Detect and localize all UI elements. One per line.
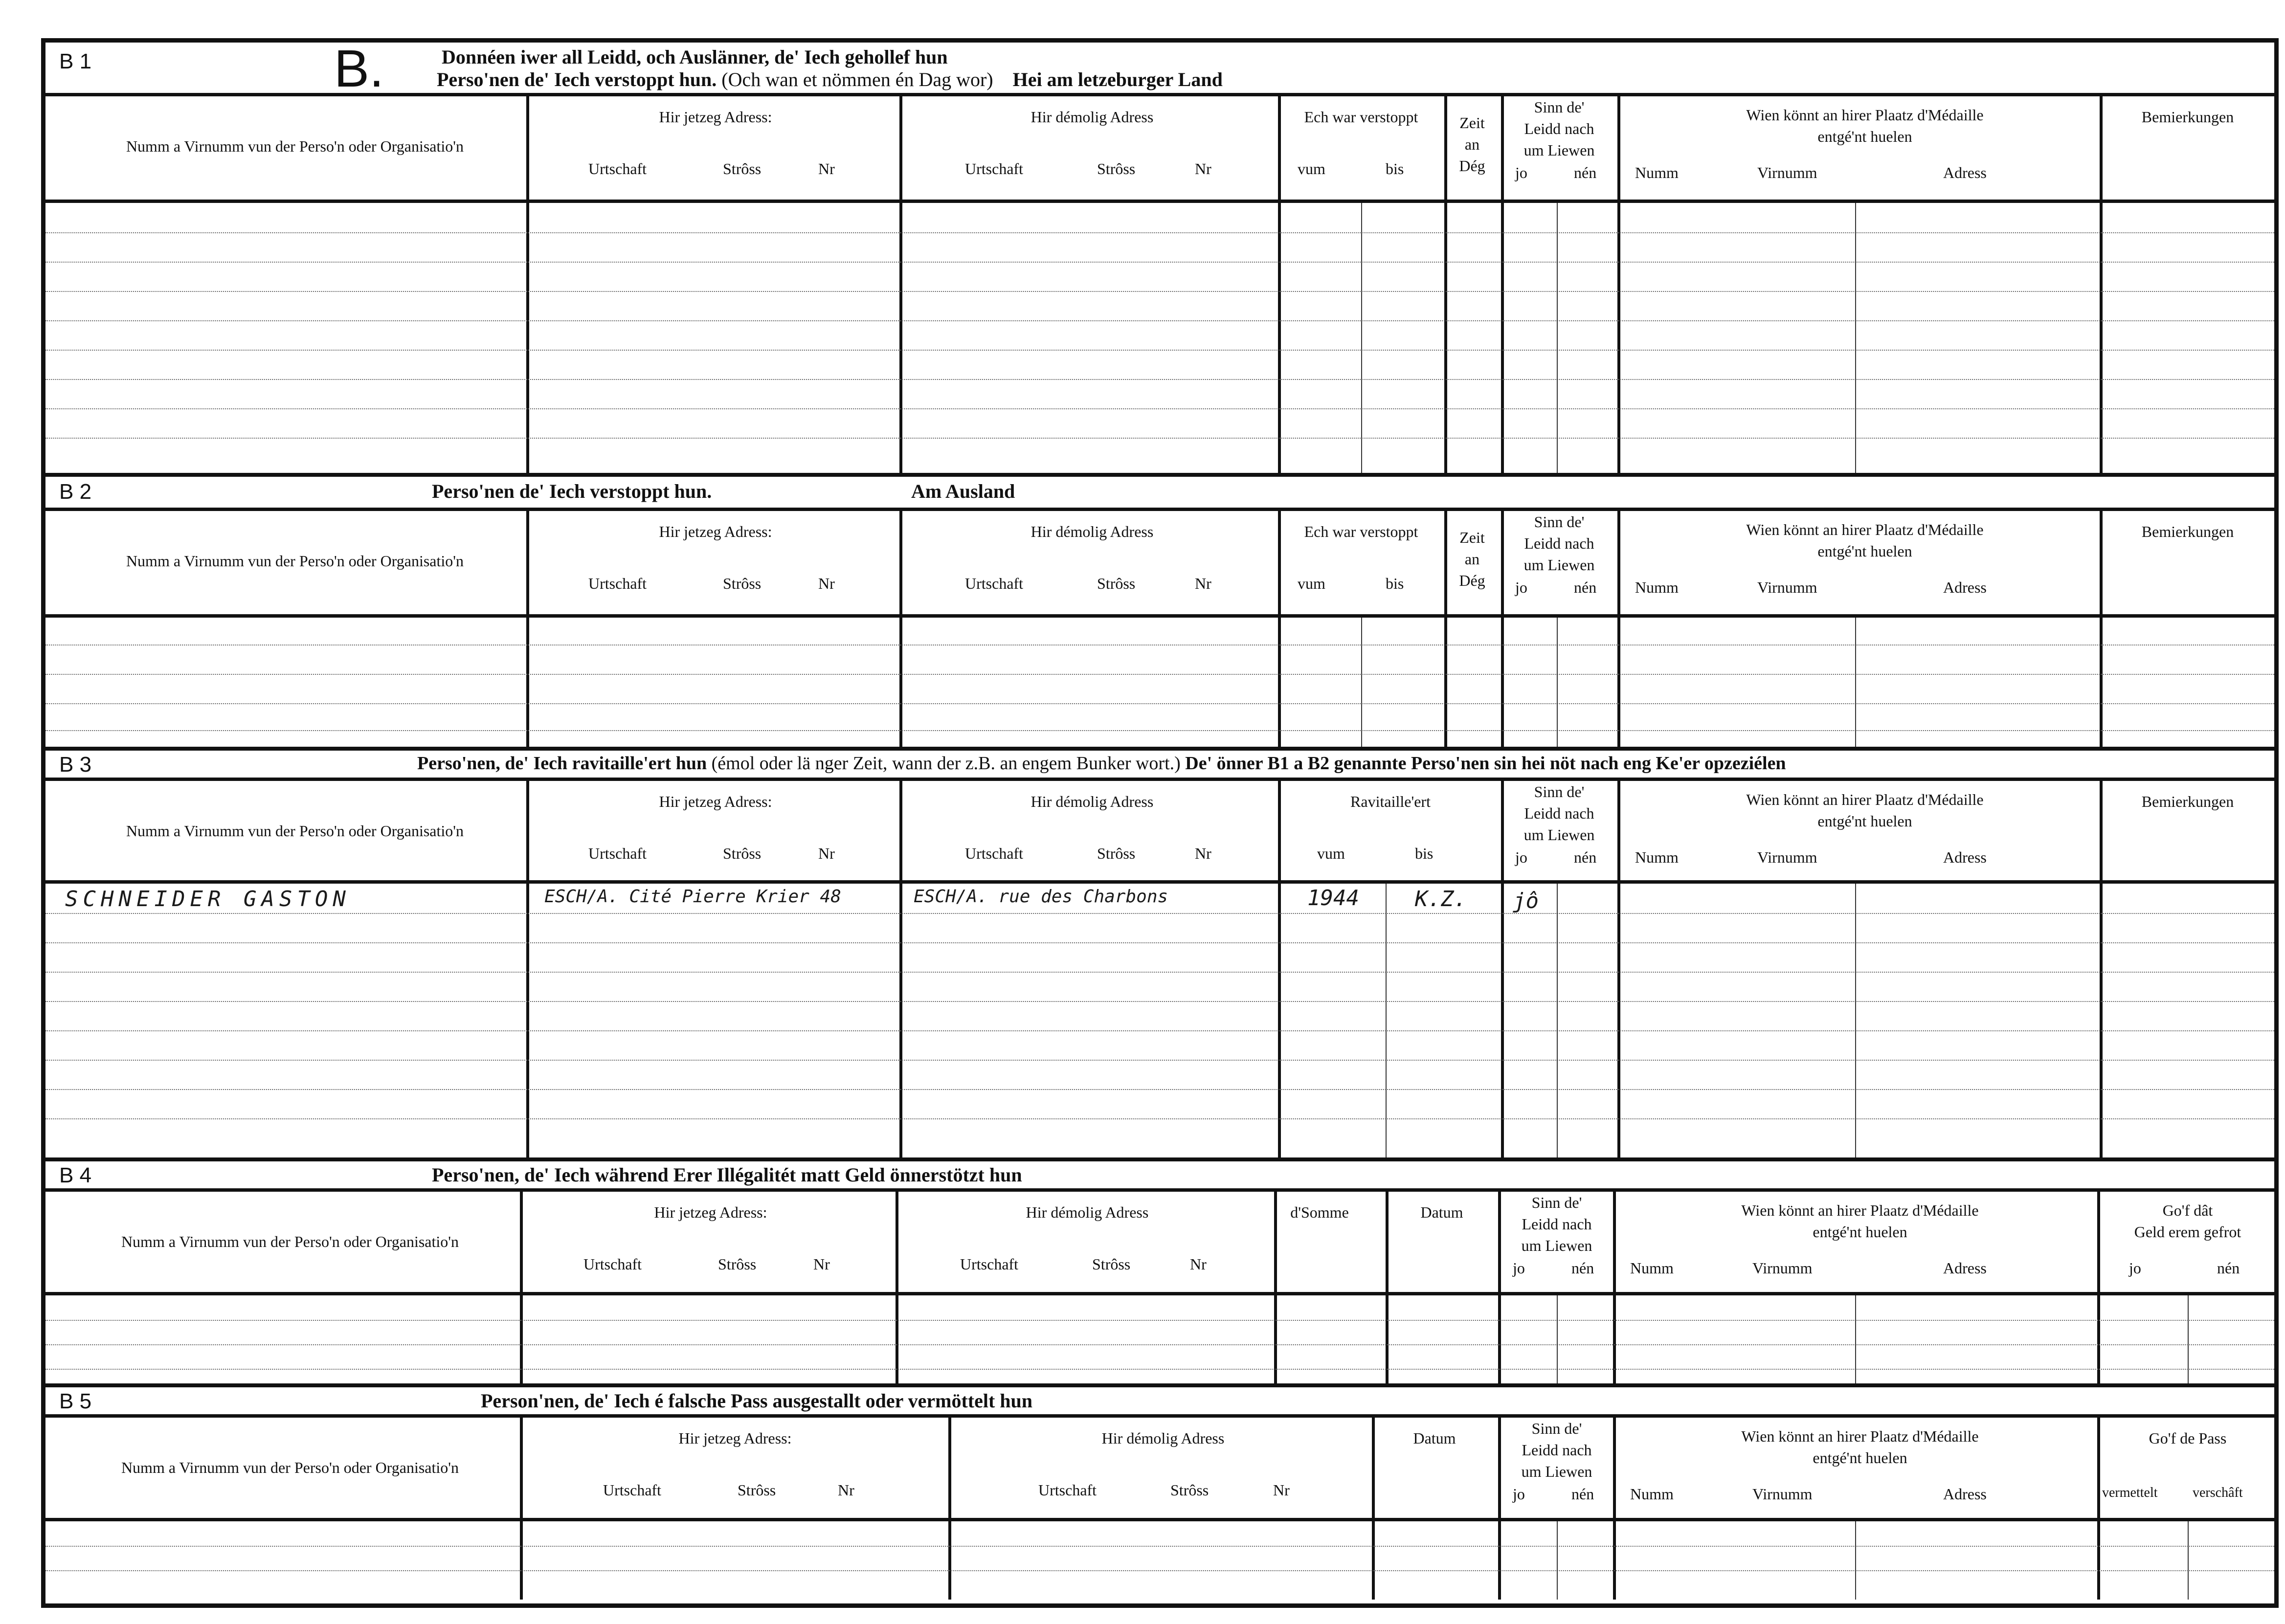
entry-name: SCHNEIDER GASTON — [65, 887, 351, 912]
entry-to: K.Z. — [1415, 887, 1467, 912]
section-place: Am Ausland — [911, 480, 1015, 502]
section-b1 — [45, 39, 2274, 477]
remarks-header: Bemierkungen — [2141, 108, 2234, 126]
column-headers: Numm a Virnumm vun der Perso'n oder Organisatio'n Hir jetzeg Adress: Urtschaft Strôss Nr Hir démolig Adress Urtschaft Strôss Nr Ech war verstoppt vum bis Zeit an Dég Sinn de' Leidd nach um Liewen jo nén Wien könnt an hirer Plaatz d'Médaille entgé'nt huelen Numm Virnumm Adress Bemierkungen — [45, 96, 2274, 203]
section-b4-rows[interactable] — [45, 1295, 2274, 1383]
entry-suffered-yes: jô — [1513, 889, 1539, 913]
section-b5-rows[interactable] — [45, 1521, 2274, 1600]
section-b4 — [45, 1161, 2274, 1387]
section-b5-header — [45, 1387, 2274, 1418]
section-b5 — [45, 1387, 2274, 1603]
section-title: Perso'nen de' Iech verstoppt hun. — [432, 480, 712, 502]
money-back-header: Go'f dât Geld erem gefrot — [2134, 1201, 2241, 1241]
pass-given-header: Go'f de Pass — [2149, 1429, 2227, 1447]
entry-former-address: ESCH/A. rue des Charbons — [914, 887, 1168, 907]
section-title: Donnéen iwer all Leidd, och Auslänner, de' Iech gehollef hun — [442, 46, 948, 68]
section-b3-header — [45, 751, 2274, 781]
column-headers: Numm a Virnumm vun der Perso'n oder Organisatio'n Hir jetzeg Adress: Urtschaft Strôss Nr Hir démolig Adress Urtschaft Strôss Nr Ech war verstoppt vum bis Zeit an Dég Sinn de' Leidd nach um Liewen jo nén Wien könnt an hirer Plaatz d'Médaille entgé'nt huelen Numm Virnumm Adress Bemierkungen — [45, 511, 2274, 618]
section-b3-rows[interactable] — [45, 884, 2274, 1157]
current-address-header: Hir jetzeg Adress: — [659, 108, 772, 126]
section-b2 — [45, 477, 2274, 751]
section-b2-rows[interactable] — [45, 618, 2274, 747]
section-code: B 4 — [59, 1163, 92, 1187]
section-title: Perso'nen, de' Iech während Erer Illégalitét matt Geld önnerstötzt hun — [432, 1164, 1022, 1186]
form-letter: B. — [334, 39, 384, 98]
section-title: Person'nen, de' Iech é falsche Pass ausgestallt oder vermöttelt hun — [481, 1390, 1033, 1412]
column-headers: Numm a Virnumm vun der Perso'n oder Organisatio'n Hir jetzeg Adress: Urtschaft Strôss Nr Hir démolig Adress Urtschaft Strôss Nr Ravitaille'ert vum bis Sinn de' Leidd nach um Liewen jo nén Wien könnt an hirer Plaatz d'Médaille entgé'nt huelen Numm Virnumm Adress Bemierkungen — [45, 781, 2274, 884]
former-address-header: Hir démolig Adress — [1030, 108, 1154, 126]
section-code: B 3 — [59, 753, 92, 777]
column-headers: Numm a Virnumm vun der Perso'n oder Organisatio'n Hir jetzeg Adress: Urtschaft Strôss Nr Hir démolig Adress Urtschaft Strôss Nr Datum Sinn de' Leidd nach um Liewen jo nén Wien könnt an hirer Plaatz d'Médaille entgé'nt huelen Numm Virnumm Adress Go'f de Pass vermettelt verschâft — [45, 1418, 2274, 1521]
entry-current-address: ESCH/A. Cité Pierre Krier 48 — [544, 887, 841, 907]
section-b2-header — [45, 477, 2274, 511]
suffered-header: Sinn de' Leidd nach um Liewen — [1523, 98, 1595, 159]
section-b1-rows[interactable] — [45, 203, 2274, 473]
sum-header: d'Somme — [1290, 1203, 1349, 1221]
column-headers: Numm a Virnumm vun der Perso'n oder Organisatio'n Hir jetzeg Adress: Urtschaft Strôss Nr Hir démolig Adress Urtschaft Strôss Nr d'Somme Datum Sinn de' Leidd nach um Liewen jo nén Wien könnt an hirer Plaatz d'Médaille entgé'nt huelen Numm Virnumm Adress Go'f dât Geld erem gefrot jo nén — [45, 1192, 2274, 1295]
section-b3 — [45, 751, 2274, 1161]
entry-from: 1944 — [1307, 886, 1359, 911]
date-header: Datum — [1420, 1203, 1463, 1221]
section-code: B 5 — [59, 1389, 92, 1413]
supplied-header: Ravitaille'ert — [1350, 793, 1431, 810]
section-code: B 2 — [59, 480, 92, 504]
time-days-header: Zeit an Dég — [1459, 114, 1485, 175]
section-b1-header — [45, 39, 2274, 98]
section-subtitle: Perso'nen de' Iech verstoppt hun. (Och wan et nömmen én Dag wor) Hei am letzeburger Land — [437, 68, 1223, 90]
section-b4-header — [45, 1161, 2274, 1192]
hidden-period-header: Ech war verstoppt — [1304, 108, 1418, 126]
name-col-header: Numm a Virnumm vun der Perso'n oder Organisatio'n — [126, 137, 464, 155]
questionnaire-form-b — [41, 38, 2279, 1608]
medal-header: Wien könnt an hirer Plaatz d'Médaille entgé'nt huelen — [1746, 106, 1984, 145]
section-code: B 1 — [59, 49, 92, 73]
section-title: Perso'nen, de' Iech ravitaille'ert hun (émol oder lä nger Zeit, wann der z.B. an engem Bunker wort.) De' önner B1 a B2 genannte Perso'nen sin hei nöt nach eng Ke'er opzeziélen — [417, 753, 1786, 774]
